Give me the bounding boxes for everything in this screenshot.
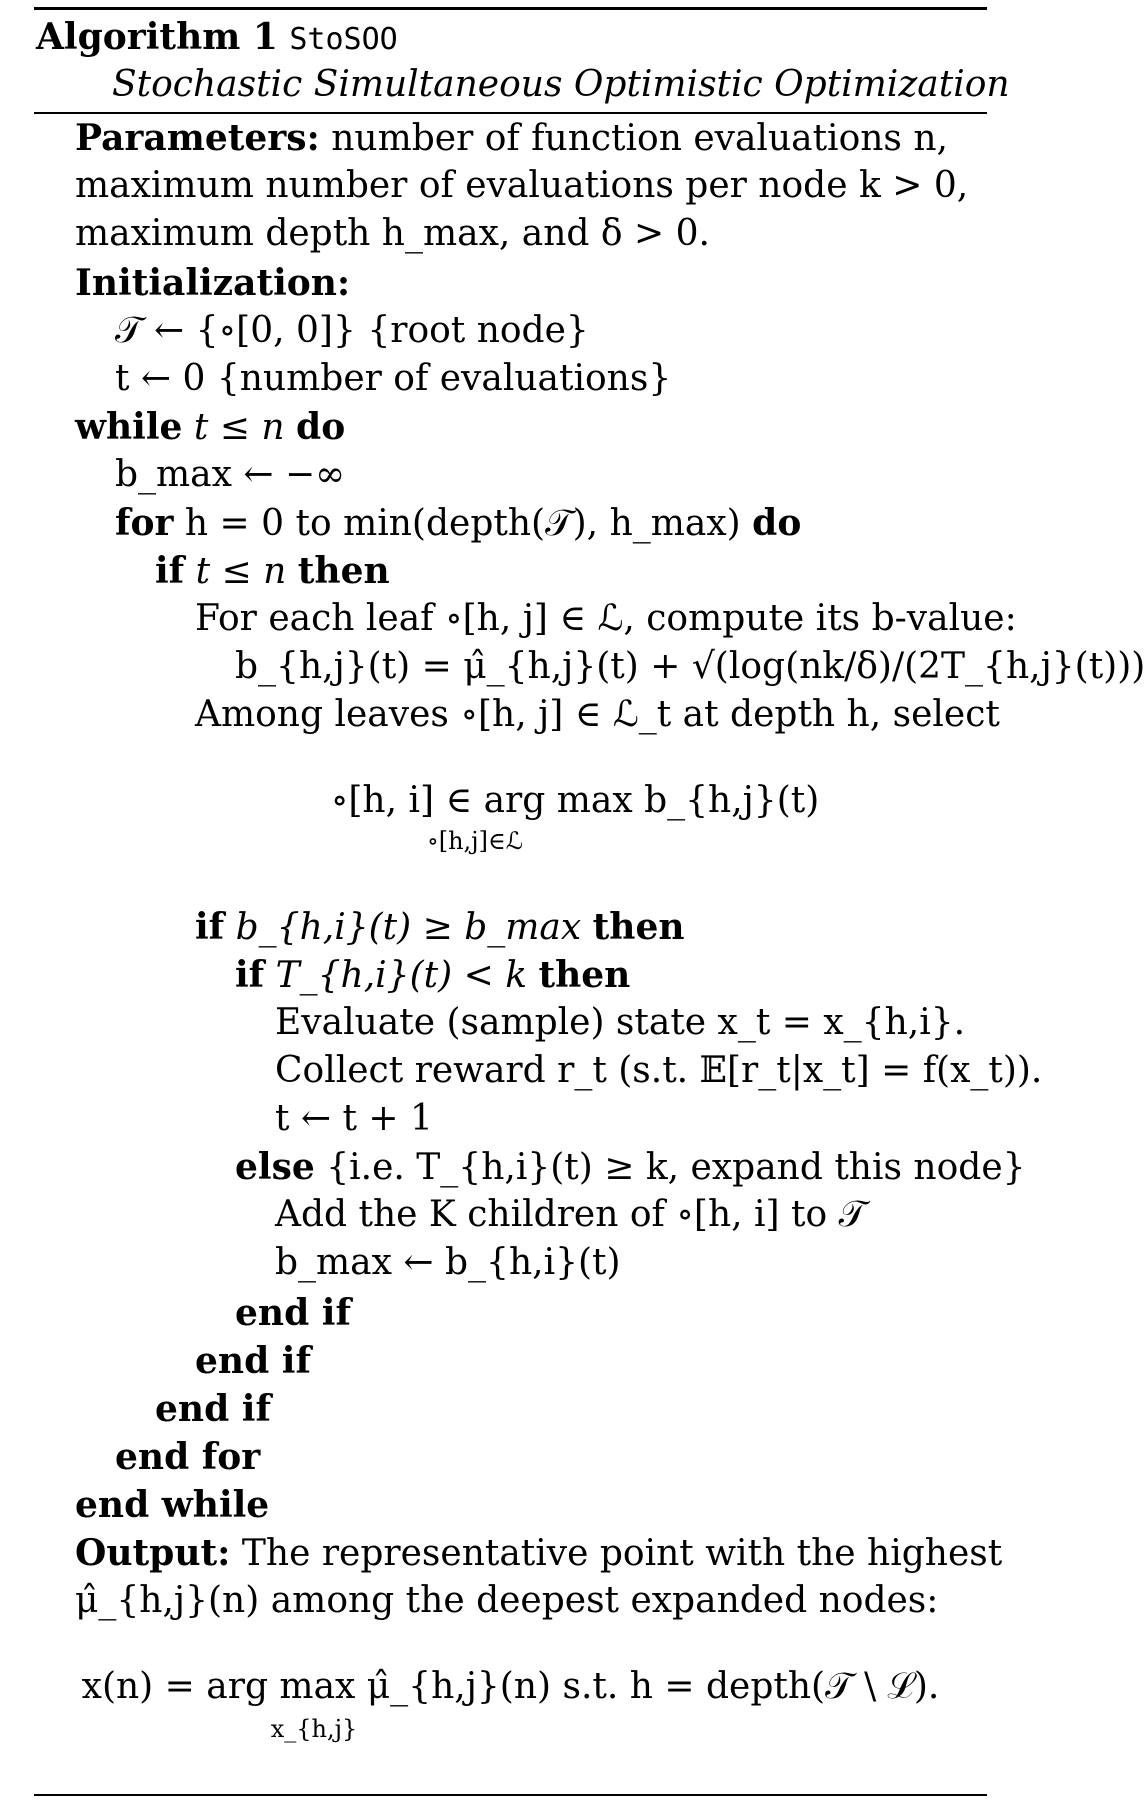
line-end-while: end while [75, 1484, 270, 1526]
output-argmax-subscript: x_{h,j} [270, 1715, 358, 1743]
if-t-cond: t ≤ n [195, 551, 287, 592]
output-keyword: Output: [75, 1532, 231, 1574]
line-foreach-leaf: For each leaf ∘[h, j] ∈ ℒ, compute its b-value: [195, 598, 1017, 639]
then-keyword: then [297, 550, 390, 592]
algorithm-label: Algorithm 1 [36, 16, 278, 58]
algorithm-subtitle: Stochastic Simultaneous Optimistic Optimization [112, 64, 1010, 105]
parameters-keyword: Parameters: [75, 117, 320, 159]
line-bmax-init: b_max ← −∞ [115, 454, 346, 495]
line-bvalue-formula: b_{h,j}(t) = μ̂_{h,j}(t) + √(log(nk/δ)/(2T_{h,j}(t))) [235, 646, 1145, 687]
line-if-t [155, 548, 390, 595]
line-if-bmax [195, 904, 685, 951]
else-comment: { i.e. T_{h,i}(t) ≥ k, expand this node } [326, 1147, 1025, 1188]
line-parameters-2: maximum number of evaluations per node k > 0, [75, 165, 969, 206]
line-end-if-outer: end if [155, 1388, 271, 1430]
algorithm-name: StoSOO [289, 22, 398, 57]
line-if-T [235, 952, 630, 999]
line-init-tree [115, 308, 589, 354]
line-else [235, 1144, 1026, 1191]
output-text: The representative point with the highest [241, 1533, 1003, 1574]
if-T-keyword: if [235, 954, 265, 996]
for-range: h = 0 to min(depth(𝒯), h_max) [184, 503, 741, 544]
line-end-for: end for [115, 1436, 261, 1478]
line-among-leaves: Among leaves ∘[h, j] ∈ ℒ_t at depth h, select [195, 694, 1000, 735]
line-output-2: μ̂_{h,j}(n) among the deepest expanded nodes: [75, 1580, 939, 1621]
line-initialization: Initialization: [75, 262, 351, 304]
if-keyword: if [155, 550, 185, 592]
argmax-subscript: ∘[h,j]∈ℒ [426, 827, 524, 855]
line-add-children: Add the K children of ∘[h, i] to 𝒯 [275, 1194, 867, 1235]
line-end-if-mid: end if [195, 1340, 311, 1382]
algorithm-title [36, 14, 398, 63]
parameters-text: number of function evaluations n, [331, 118, 948, 159]
if-bmax-keyword: if [195, 906, 225, 948]
line-bmax-update: b_max ← b_{h,i}(t) [275, 1242, 621, 1283]
bottom-rule [34, 1794, 987, 1796]
init-tree-stmt: 𝒯 ← {∘[0, 0]} [115, 310, 356, 351]
line-output [75, 1530, 1002, 1577]
init-tree-comment: { root node } [367, 310, 589, 351]
while-keyword: while [75, 406, 183, 448]
if-bmax-then: then [592, 906, 685, 948]
top-rule [34, 7, 987, 10]
line-parameters [75, 115, 948, 162]
for-do-keyword: do [752, 502, 802, 544]
if-bmax-cond: b_{h,i}(t) ≥ b_max [235, 907, 582, 948]
header-rule [34, 112, 987, 114]
line-output-display: x(n) = arg max μ̂_{h,j}(n) s.t. h = depth(𝒯 \ ℒ). [81, 1666, 940, 1707]
if-T-then: then [538, 954, 631, 996]
line-for [115, 500, 801, 547]
line-increment: t ← t + 1 [275, 1098, 433, 1139]
line-init-t [115, 356, 671, 402]
else-keyword: else [235, 1146, 315, 1188]
if-T-cond: T_{h,i}(t) < k [275, 955, 528, 996]
do-keyword: do [296, 406, 346, 448]
init-t-stmt: t ← 0 [115, 358, 206, 399]
for-keyword: for [115, 502, 174, 544]
line-end-if-inner: end if [235, 1292, 351, 1334]
line-parameters-3: maximum depth h_max, and δ > 0. [75, 213, 710, 254]
line-evaluate: Evaluate (sample) state x_t = x_{h,i}. [275, 1002, 966, 1043]
while-cond: t ≤ n [193, 407, 285, 448]
line-while [75, 404, 345, 451]
init-t-comment: { number of evaluations } [217, 358, 671, 399]
line-collect: Collect reward r_t (s.t. 𝔼[r_t|x_t] = f(x_t)). [275, 1050, 1043, 1091]
line-argmax-display: ∘[h, i] ∈ arg max b_{h,j}(t) [330, 780, 820, 821]
